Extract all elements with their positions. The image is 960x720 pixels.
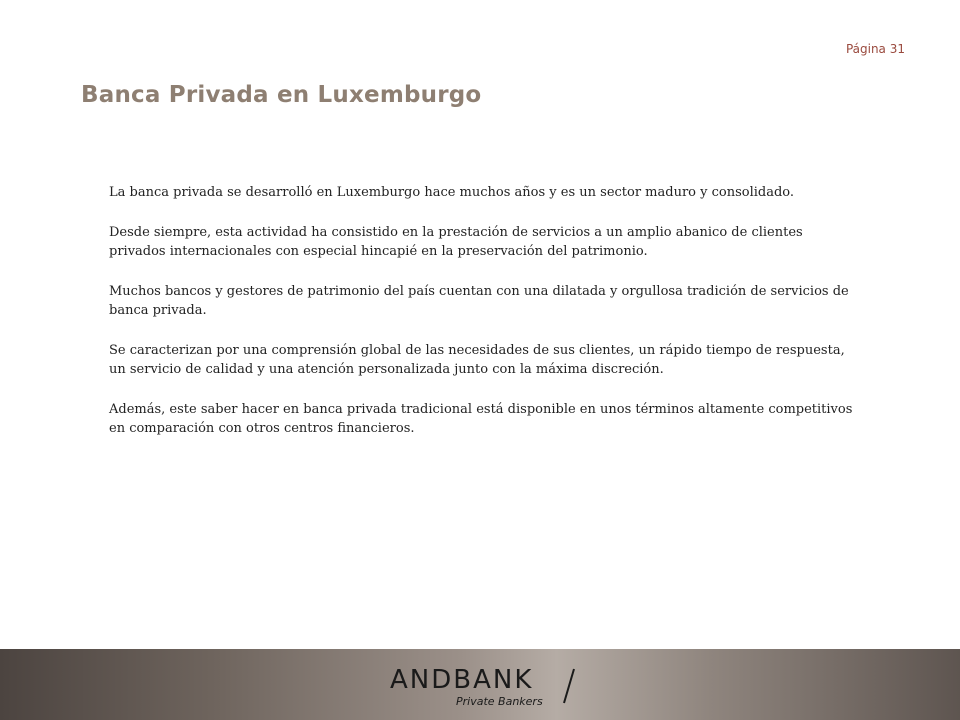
logo-tagline: Private Bankers [456,695,543,708]
footer-bar [0,649,960,720]
logo-name: ANDBANK [390,665,534,695]
paragraph-1: La banca privada se desarrolló en Luxemburgo hace muchos años y es un sector maduro y consolidado. [109,185,795,200]
page-number: Página 31 [845,42,905,56]
paragraph-3: Muchos bancos y gestores de patrimonio del país cuentan con una dilatada y orgullosa tradición de servicios de banca privada. [109,284,849,318]
body-text [109,183,854,459]
paragraph-4: Se caracterizan por una comprensión global de las necesidades de sus clientes, un rápido tiempo de respuesta, un servicio de calidad y una atención personalizada junto con la máxima discreción. [109,343,845,377]
paragraph-2: Desde siempre, esta actividad ha consistido en la prestación de servicios a un amplio abanico de clientes privados internacionales con especial hincapié en la preservación del patrimonio. [109,225,803,259]
logo-slash-icon [558,663,578,707]
page-title: Banca Privada en Luxemburgo [81,82,482,108]
andbank-logo [390,667,590,711]
paragraph-5: Además, este saber hacer en banca privada tradicional está disponible en unos términos altamente competitivos en comparación con otros centros financieros. [109,402,853,436]
